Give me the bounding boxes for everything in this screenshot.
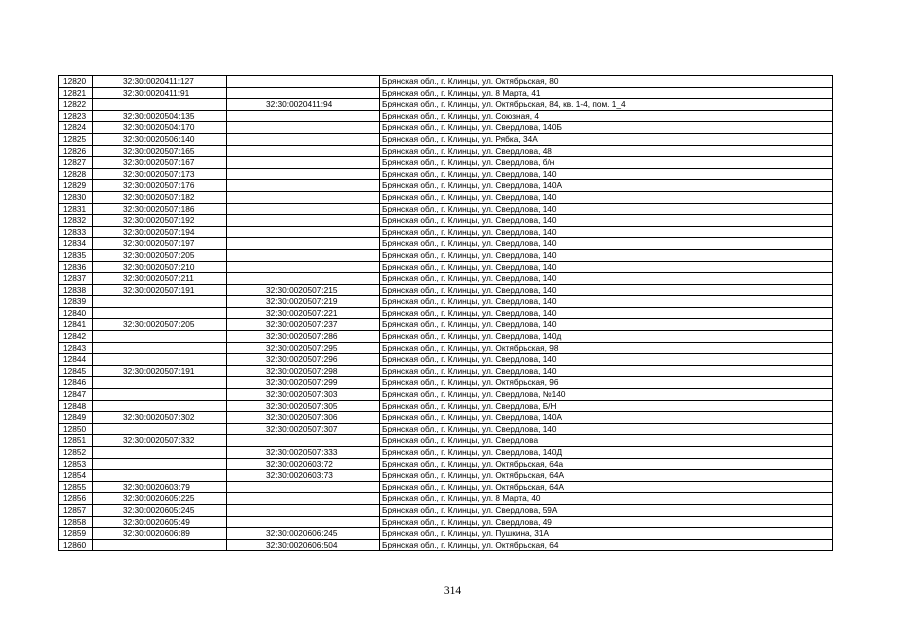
table-row — [59, 331, 833, 343]
cadastral-number-cell: 32:30:0020606:245 — [227, 528, 380, 540]
address-cell: Брянская обл., г. Клинцы, ул. Свердлова, 140 — [380, 319, 833, 331]
row-number-cell: 12821 — [59, 87, 93, 99]
row-number-cell: 12840 — [59, 307, 93, 319]
address-cell: Брянская обл., г. Клинцы, ул. Пушкина, 31А — [380, 528, 833, 540]
address-cell: Брянская обл., г. Клинцы, ул. Свердлова, №140 — [380, 389, 833, 401]
row-number-cell: 12824 — [59, 122, 93, 134]
cadastral-number-cell: 32:30:0020603:73 — [227, 470, 380, 482]
row-number-cell: 12860 — [59, 539, 93, 551]
cadastral-number-cell: 32:30:0020507:186 — [93, 203, 227, 215]
cadastral-number-cell: 32:30:0020507:333 — [227, 447, 380, 459]
row-number-cell: 12852 — [59, 447, 93, 459]
cadastral-number-cell — [227, 238, 380, 250]
cadastral-number-cell — [93, 539, 227, 551]
address-cell: Брянская обл., г. Клинцы, ул. Свердлова, 140Д — [380, 447, 833, 459]
row-number-cell: 12835 — [59, 249, 93, 261]
cadastral-number-cell: 32:30:0020507:210 — [93, 261, 227, 273]
cadastral-number-cell — [93, 423, 227, 435]
cadastral-number-cell: 32:30:0020507:302 — [93, 412, 227, 424]
table-row — [59, 319, 833, 331]
cadastral-number-cell: 32:30:0020506:140 — [93, 133, 227, 145]
address-cell: Брянская обл., г. Клинцы, ул. Свердлова, 140 — [380, 354, 833, 366]
row-number-cell: 12845 — [59, 365, 93, 377]
address-cell: Брянская обл., г. Клинцы, ул. Свердлова, 59А — [380, 504, 833, 516]
cadastral-number-cell: 32:30:0020507:192 — [93, 215, 227, 227]
cadastral-number-cell — [93, 342, 227, 354]
cadastral-number-cell: 32:30:0020507:286 — [227, 331, 380, 343]
row-number-cell: 12831 — [59, 203, 93, 215]
cadastral-number-cell: 32:30:0020504:135 — [93, 110, 227, 122]
table-row — [59, 365, 833, 377]
cadastral-number-cell: 32:30:0020507:205 — [93, 319, 227, 331]
cadastral-number-cell: 32:30:0020507:221 — [227, 307, 380, 319]
cadastral-number-cell: 32:30:0020606:89 — [93, 528, 227, 540]
address-cell: Брянская обл., г. Клинцы, ул. Свердлова, 140 — [380, 273, 833, 285]
cadastral-number-cell: 32:30:0020507:219 — [227, 296, 380, 308]
table-row — [59, 87, 833, 99]
table-row — [59, 133, 833, 145]
table-row — [59, 423, 833, 435]
address-cell: Брянская обл., г. Клинцы, ул. Свердлова, 140 — [380, 296, 833, 308]
table-body — [59, 76, 833, 551]
table-row — [59, 296, 833, 308]
table-row — [59, 168, 833, 180]
cadastral-number-cell: 32:30:0020411:127 — [93, 76, 227, 88]
address-cell: Брянская обл., г. Клинцы, ул. Свердлова, 140Б — [380, 122, 833, 134]
cadastral-number-cell: 32:30:0020411:94 — [227, 99, 380, 111]
cadastral-number-cell: 32:30:0020605:245 — [93, 504, 227, 516]
cadastral-number-cell: 32:30:0020507:332 — [93, 435, 227, 447]
row-number-cell: 12829 — [59, 180, 93, 192]
cadastral-number-cell: 32:30:0020606:504 — [227, 539, 380, 551]
table-row — [59, 516, 833, 528]
row-number-cell: 12851 — [59, 435, 93, 447]
address-cell: Брянская обл., г. Клинцы, ул. Свердлова, 140А — [380, 412, 833, 424]
cadastral-number-cell — [227, 145, 380, 157]
cadastral-number-cell — [227, 226, 380, 238]
row-number-cell: 12836 — [59, 261, 93, 273]
table-row — [59, 539, 833, 551]
address-cell: Брянская обл., г. Клинцы, ул. Свердлова, 49 — [380, 516, 833, 528]
address-cell: Брянская обл., г. Клинцы, ул. Октябрьская, 64А — [380, 470, 833, 482]
cadastral-number-cell — [227, 273, 380, 285]
address-cell: Брянская обл., г. Клинцы, ул. Свердлова, 140 — [380, 238, 833, 250]
cadastral-number-cell: 32:30:0020504:170 — [93, 122, 227, 134]
cadastral-number-cell: 32:30:0020507:167 — [93, 157, 227, 169]
cadastral-number-cell: 32:30:0020605:49 — [93, 516, 227, 528]
cadastral-number-cell — [227, 493, 380, 505]
cadastral-number-cell — [227, 261, 380, 273]
cadastral-number-cell: 32:30:0020507:237 — [227, 319, 380, 331]
cadastral-number-cell: 32:30:0020507:211 — [93, 273, 227, 285]
table-row — [59, 389, 833, 401]
row-number-cell: 12849 — [59, 412, 93, 424]
cadastral-number-cell: 32:30:0020507:305 — [227, 400, 380, 412]
row-number-cell: 12834 — [59, 238, 93, 250]
address-cell: Брянская обл., г. Клинцы, ул. 8 Марта, 41 — [380, 87, 833, 99]
row-number-cell: 12846 — [59, 377, 93, 389]
row-number-cell: 12854 — [59, 470, 93, 482]
table-row — [59, 145, 833, 157]
cadastral-number-cell — [227, 481, 380, 493]
table-row — [59, 273, 833, 285]
cadastral-number-cell — [93, 470, 227, 482]
table-row — [59, 99, 833, 111]
row-number-cell: 12822 — [59, 99, 93, 111]
address-cell: Брянская обл., г. Клинцы, ул. Рябка, 34А — [380, 133, 833, 145]
cadastral-number-cell — [93, 354, 227, 366]
table-row — [59, 528, 833, 540]
cadastral-number-cell: 32:30:0020507:191 — [93, 365, 227, 377]
table-row — [59, 110, 833, 122]
row-number-cell: 12847 — [59, 389, 93, 401]
table-row — [59, 435, 833, 447]
address-cell: Брянская обл., г. Клинцы, ул. Свердлова, 140А — [380, 180, 833, 192]
row-number-cell: 12827 — [59, 157, 93, 169]
cadastral-number-cell: 32:30:0020507:303 — [227, 389, 380, 401]
table-row — [59, 493, 833, 505]
row-number-cell: 12859 — [59, 528, 93, 540]
address-cell: Брянская обл., г. Клинцы, ул. Свердлова, 140 — [380, 191, 833, 203]
cadastral-number-cell: 32:30:0020411:91 — [93, 87, 227, 99]
cadastral-number-cell — [227, 435, 380, 447]
address-cell: Брянская обл., г. Клинцы, ул. Октябрьская, 64а — [380, 458, 833, 470]
row-number-cell: 12848 — [59, 400, 93, 412]
address-cell: Брянская обл., г. Клинцы, ул. Свердлова, 140 — [380, 249, 833, 261]
row-number-cell: 12832 — [59, 215, 93, 227]
table-row — [59, 180, 833, 192]
cadastral-number-cell: 32:30:0020507:215 — [227, 284, 380, 296]
table-row — [59, 307, 833, 319]
address-cell: Брянская обл., г. Клинцы, ул. Октябрьская, 64А — [380, 481, 833, 493]
cadastral-number-cell — [227, 87, 380, 99]
cadastral-number-cell: 32:30:0020507:299 — [227, 377, 380, 389]
cadastral-number-cell — [227, 76, 380, 88]
address-cell: Брянская обл., г. Клинцы, ул. Свердлова, 140 — [380, 226, 833, 238]
address-cell: Брянская обл., г. Клинцы, ул. Свердлова, 48 — [380, 145, 833, 157]
row-number-cell: 12828 — [59, 168, 93, 180]
table-row — [59, 354, 833, 366]
cadastral-number-cell: 32:30:0020507:197 — [93, 238, 227, 250]
cadastral-number-cell: 32:30:0020507:205 — [93, 249, 227, 261]
table-row — [59, 470, 833, 482]
address-cell: Брянская обл., г. Клинцы, ул. Свердлова, 140 — [380, 284, 833, 296]
row-number-cell: 12830 — [59, 191, 93, 203]
table-row — [59, 284, 833, 296]
row-number-cell: 12857 — [59, 504, 93, 516]
table-row — [59, 191, 833, 203]
row-number-cell: 12853 — [59, 458, 93, 470]
cadastral-number-cell — [227, 157, 380, 169]
address-cell: Брянская обл., г. Клинцы, ул. 8 Марта, 40 — [380, 493, 833, 505]
table-row — [59, 215, 833, 227]
row-number-cell: 12820 — [59, 76, 93, 88]
address-cell: Брянская обл., г. Клинцы, ул. Свердлова, 140 — [380, 423, 833, 435]
cadastral-number-cell — [93, 296, 227, 308]
cadastral-number-cell: 32:30:0020507:176 — [93, 180, 227, 192]
cadastral-number-cell: 32:30:0020507:173 — [93, 168, 227, 180]
address-cell: Брянская обл., г. Клинцы, ул. Свердлова, 140 — [380, 168, 833, 180]
row-number-cell: 12837 — [59, 273, 93, 285]
address-cell: Брянская обл., г. Клинцы, ул. Свердлова, 140 — [380, 261, 833, 273]
address-cell: Брянская обл., г. Клинцы, ул. Свердлова, 140д — [380, 331, 833, 343]
row-number-cell: 12839 — [59, 296, 93, 308]
row-number-cell: 12850 — [59, 423, 93, 435]
cadastral-table — [58, 75, 833, 551]
cadastral-number-cell — [227, 168, 380, 180]
address-cell: Брянская обл., г. Клинцы, ул. Свердлова, 140 — [380, 215, 833, 227]
cadastral-number-cell — [227, 516, 380, 528]
table-row — [59, 226, 833, 238]
address-cell: Брянская обл., г. Клинцы, ул. Октябрьская, 64 — [380, 539, 833, 551]
address-cell: Брянская обл., г. Клинцы, ул. Октябрьская, 84, кв. 1-4, пом. 1_4 — [380, 99, 833, 111]
cadastral-number-cell — [227, 133, 380, 145]
table-row — [59, 76, 833, 88]
cadastral-number-cell — [227, 215, 380, 227]
row-number-cell: 12823 — [59, 110, 93, 122]
cadastral-number-cell — [227, 110, 380, 122]
cadastral-number-cell — [93, 400, 227, 412]
cadastral-number-cell: 32:30:0020603:72 — [227, 458, 380, 470]
row-number-cell: 12841 — [59, 319, 93, 331]
cadastral-number-cell — [93, 389, 227, 401]
table-row — [59, 238, 833, 250]
table-row — [59, 261, 833, 273]
cadastral-number-cell: 32:30:0020507:191 — [93, 284, 227, 296]
cadastral-number-cell: 32:30:0020507:295 — [227, 342, 380, 354]
row-number-cell: 12843 — [59, 342, 93, 354]
address-cell: Брянская обл., г. Клинцы, ул. Свердлова, Б/Н — [380, 400, 833, 412]
cadastral-number-cell — [227, 180, 380, 192]
table-row — [59, 342, 833, 354]
table-row — [59, 458, 833, 470]
address-cell: Брянская обл., г. Клинцы, ул. Союзная, 4 — [380, 110, 833, 122]
cadastral-number-cell: 32:30:0020603:79 — [93, 481, 227, 493]
address-cell: Брянская обл., г. Клинцы, ул. Свердлова, 140 — [380, 307, 833, 319]
cadastral-number-cell: 32:30:0020507:194 — [93, 226, 227, 238]
table-row — [59, 203, 833, 215]
row-number-cell: 12833 — [59, 226, 93, 238]
row-number-cell: 12838 — [59, 284, 93, 296]
table-row — [59, 400, 833, 412]
cadastral-number-cell: 32:30:0020507:307 — [227, 423, 380, 435]
cadastral-number-cell: 32:30:0020507:182 — [93, 191, 227, 203]
cadastral-number-cell: 32:30:0020605:225 — [93, 493, 227, 505]
address-cell: Брянская обл., г. Клинцы, ул. Октябрьская, 80 — [380, 76, 833, 88]
cadastral-number-cell — [93, 331, 227, 343]
cadastral-number-cell — [227, 504, 380, 516]
cadastral-number-cell — [93, 307, 227, 319]
row-number-cell: 12826 — [59, 145, 93, 157]
cadastral-number-cell — [93, 99, 227, 111]
address-cell: Брянская обл., г. Клинцы, ул. Октябрьская, 96 — [380, 377, 833, 389]
cadastral-number-cell — [227, 191, 380, 203]
page-number: 314 — [443, 585, 462, 597]
table-row — [59, 481, 833, 493]
cadastral-number-cell: 32:30:0020507:306 — [227, 412, 380, 424]
table-row — [59, 504, 833, 516]
table-row — [59, 122, 833, 134]
cadastral-number-cell — [227, 122, 380, 134]
row-number-cell: 12856 — [59, 493, 93, 505]
cadastral-number-cell: 32:30:0020507:165 — [93, 145, 227, 157]
table-row — [59, 249, 833, 261]
cadastral-number-cell: 32:30:0020507:298 — [227, 365, 380, 377]
cadastral-number-cell — [227, 249, 380, 261]
address-cell: Брянская обл., г. Клинцы, ул. Свердлова — [380, 435, 833, 447]
row-number-cell: 12844 — [59, 354, 93, 366]
address-cell: Брянская обл., г. Клинцы, ул. Октябрьская, 98 — [380, 342, 833, 354]
cadastral-number-cell: 32:30:0020507:296 — [227, 354, 380, 366]
address-cell: Брянская обл., г. Клинцы, ул. Свердлова, 140 — [380, 365, 833, 377]
table-row — [59, 447, 833, 459]
cadastral-number-cell — [93, 377, 227, 389]
row-number-cell: 12825 — [59, 133, 93, 145]
table-row — [59, 377, 833, 389]
row-number-cell: 12842 — [59, 331, 93, 343]
row-number-cell: 12855 — [59, 481, 93, 493]
address-cell: Брянская обл., г. Клинцы, ул. Свердлова, б/н — [380, 157, 833, 169]
table-row — [59, 412, 833, 424]
address-cell: Брянская обл., г. Клинцы, ул. Свердлова, 140 — [380, 203, 833, 215]
cadastral-number-cell — [93, 458, 227, 470]
table-row — [59, 157, 833, 169]
cadastral-number-cell — [227, 203, 380, 215]
row-number-cell: 12858 — [59, 516, 93, 528]
cadastral-number-cell — [93, 447, 227, 459]
